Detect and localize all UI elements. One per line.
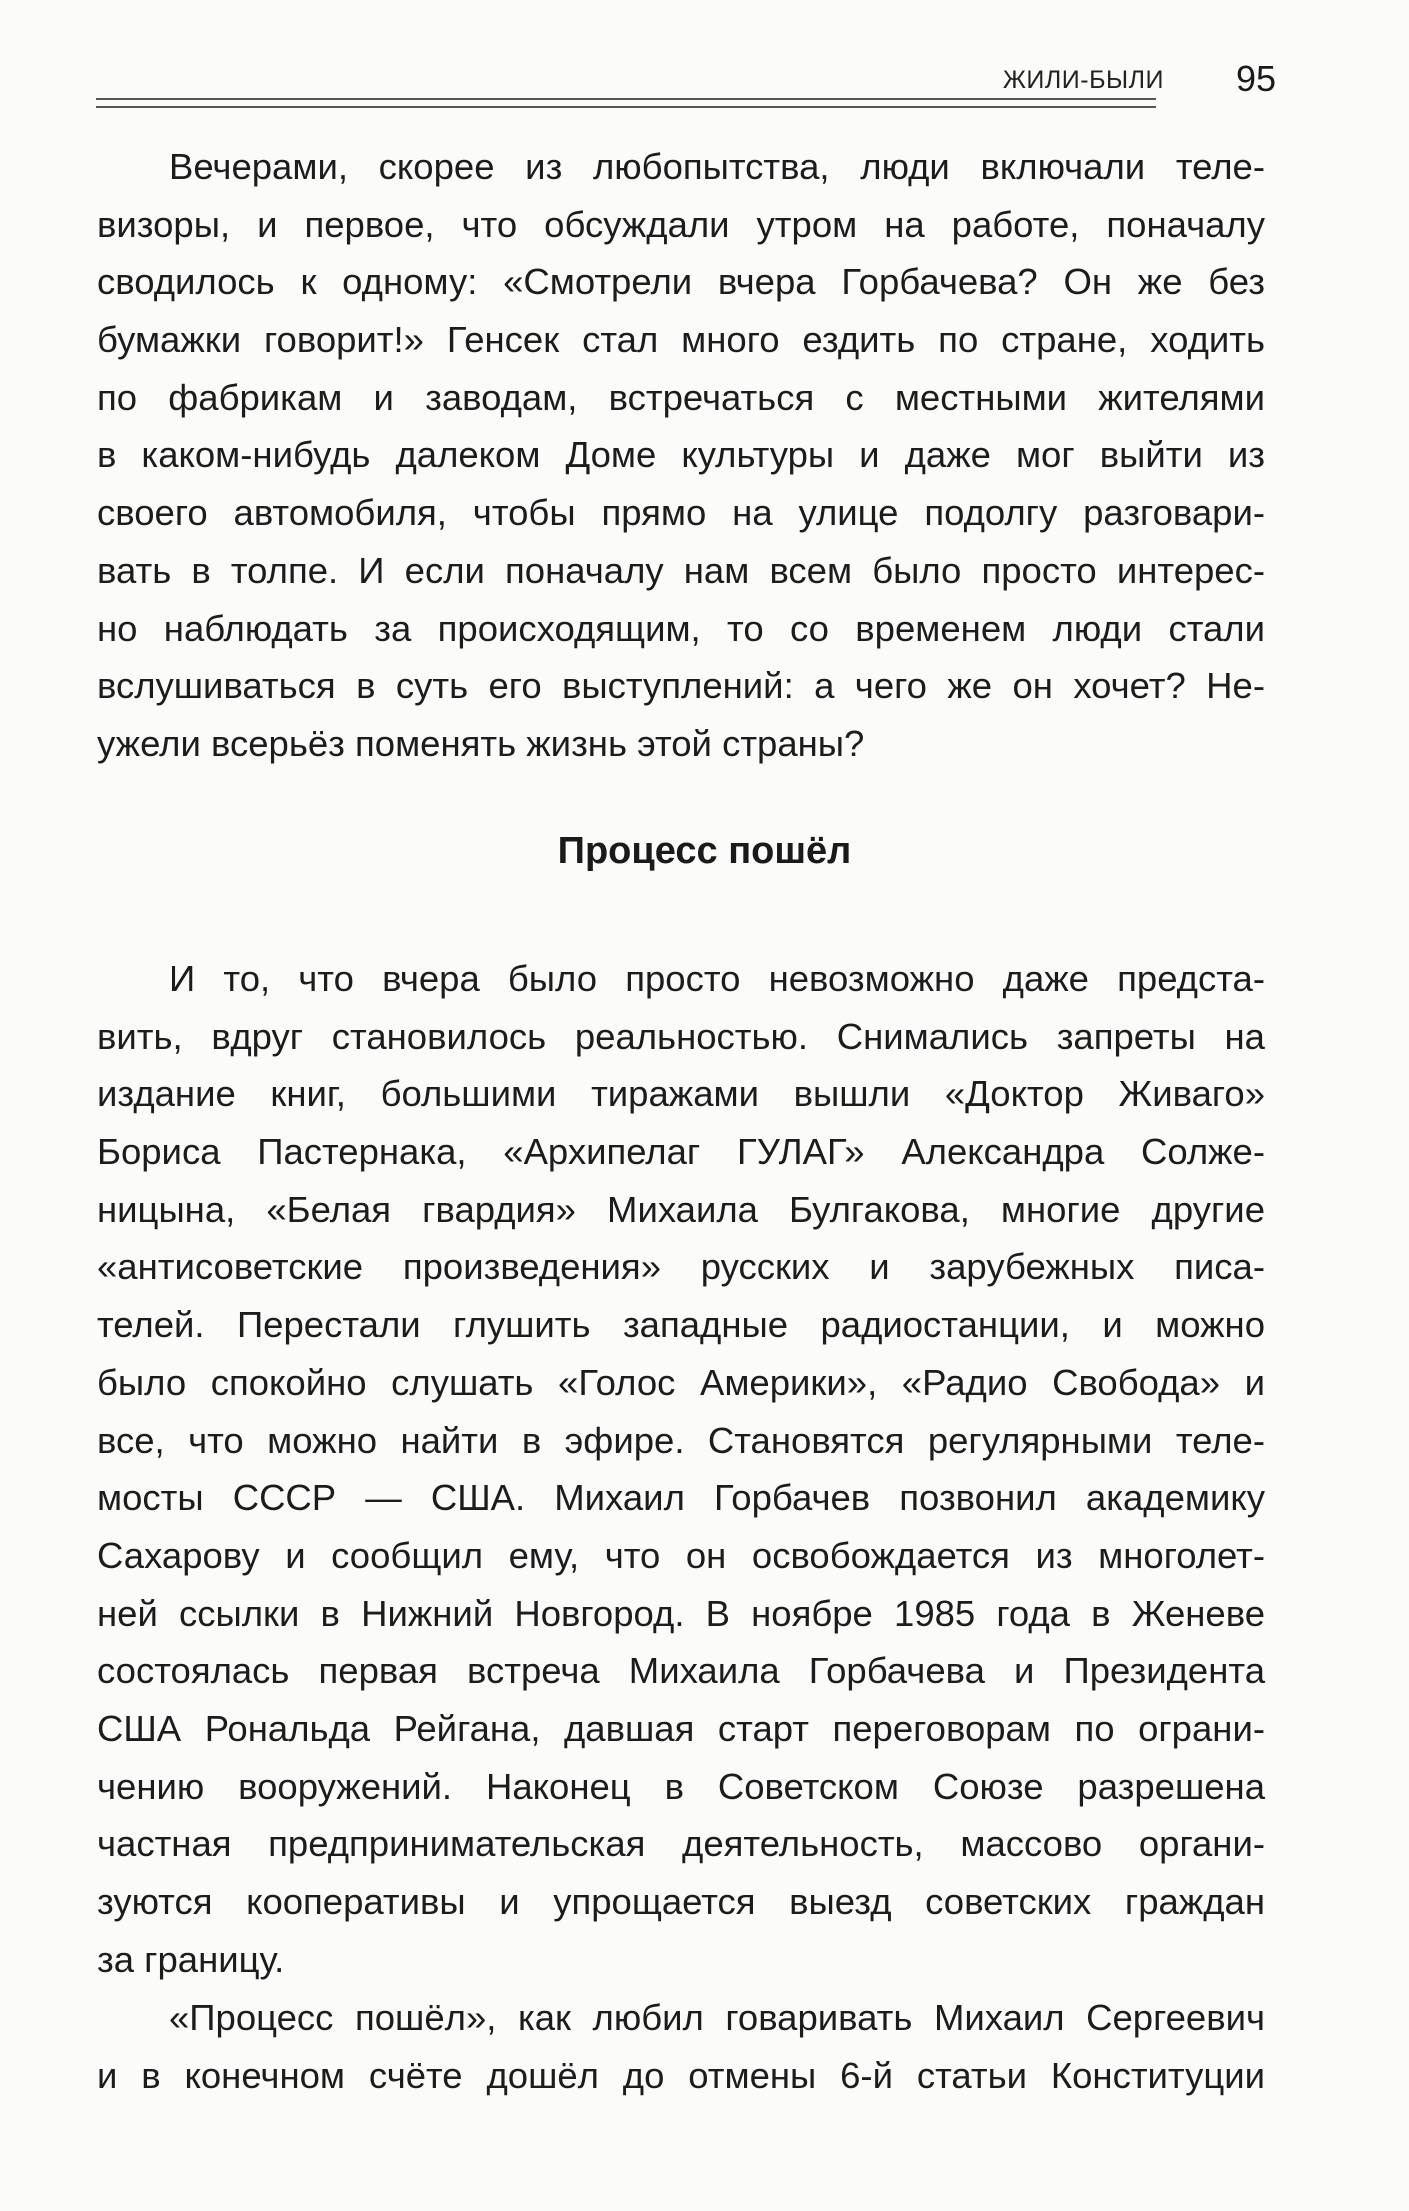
text-line: Сахарову и сообщил ему, что он освобождается из многолет-: [97, 1534, 1265, 1576]
text-line: ницына, «Белая гвардия» Михаила Булгакова, многие другие: [97, 1188, 1265, 1230]
paragraph-3: [97, 1989, 1265, 2104]
paragraph-2: [97, 950, 1265, 1988]
text-line: по фабрикам и заводам, встречаться с местными жителями: [97, 376, 1265, 418]
section-heading: Процесс пошёл: [557, 830, 852, 872]
page-number: 95: [1235, 58, 1276, 99]
text-line: своего автомобиля, чтобы прямо на улице подолгу разговари-: [97, 492, 1265, 534]
running-title: ЖИЛИ-БЫЛИ: [1002, 66, 1164, 94]
text-line: ужели всерьёз поменять жизнь этой страны?: [97, 722, 865, 764]
text-line: было спокойно слушать «Голос Америки», «Радио Свобода» и: [97, 1361, 1265, 1403]
text-line: за границу.: [97, 1938, 285, 1980]
text-line: вслушиваться в суть его выступлений: а чего же он хочет? Не-: [97, 665, 1265, 707]
text-line: издание книг, большими тиражами вышли «Доктор Живаго»: [97, 1073, 1265, 1115]
text-line: вать в толпе. И если поначалу нам всем было просто интерес-: [97, 549, 1265, 591]
text-line: Бориса Пастернака, «Архипелаг ГУЛАГ» Александра Солже-: [97, 1131, 1265, 1173]
text-line: Вечерами, скорее из любопытства, люди включали теле-: [169, 146, 1265, 187]
text-line: но наблюдать за происходящим, то со временем люди стали: [97, 607, 1265, 649]
text-line: зуются кооперативы и упрощается выезд советских граждан: [97, 1881, 1265, 1922]
text-line: частная предпринимательская деятельность, массово органи-: [97, 1823, 1265, 1865]
text-line: мосты СССР — США. Михаил Горбачев позвонил академику: [97, 1477, 1265, 1519]
text-line: вить, вдруг становилось реальностью. Снимались запреты на: [97, 1015, 1265, 1057]
text-line: визоры, и первое, что обсуждали утром на работе, поначалу: [97, 203, 1265, 245]
text-line: все, что можно найти в эфире. Становятся регулярными теле-: [97, 1419, 1265, 1461]
text-line: «антисоветские произведения» русских и зарубежных писа-: [97, 1246, 1265, 1288]
text-line: ней ссылки в Нижний Новгород. В ноябре 1985 года в Женеве: [97, 1592, 1265, 1634]
text-line: И то, что вчера было просто невозможно даже предста-: [169, 958, 1265, 999]
paragraph-1: [97, 138, 1265, 773]
text-line: чению вооружений. Наконец в Советском Союзе разрешена: [97, 1765, 1265, 1807]
text-line: США Рональда Рейгана, давшая старт переговорам по ограни-: [97, 1707, 1265, 1749]
text-line: и в конечном счёте дошёл до отмены 6-й статьи Конституции: [97, 2054, 1265, 2096]
text-line: сводилось к одному: «Смотрели вчера Горбачева? Он же без: [97, 261, 1265, 303]
text-line: телей. Перестали глушить западные радиостанции, и можно: [97, 1304, 1265, 1346]
text-line: в каком-нибудь далеком Доме культуры и даже мог выйти из: [97, 434, 1265, 476]
header-rule: [96, 98, 1156, 108]
running-header: [96, 58, 1276, 108]
text-line: «Процесс пошёл», как любил говаривать Михаил Сергеевич: [169, 1997, 1265, 2038]
text-line: бумажки говорит!» Генсек стал много ездить по стране, ходить: [97, 319, 1265, 361]
text-line: состоялась первая встреча Михаила Горбачева и Президента: [97, 1650, 1265, 1692]
